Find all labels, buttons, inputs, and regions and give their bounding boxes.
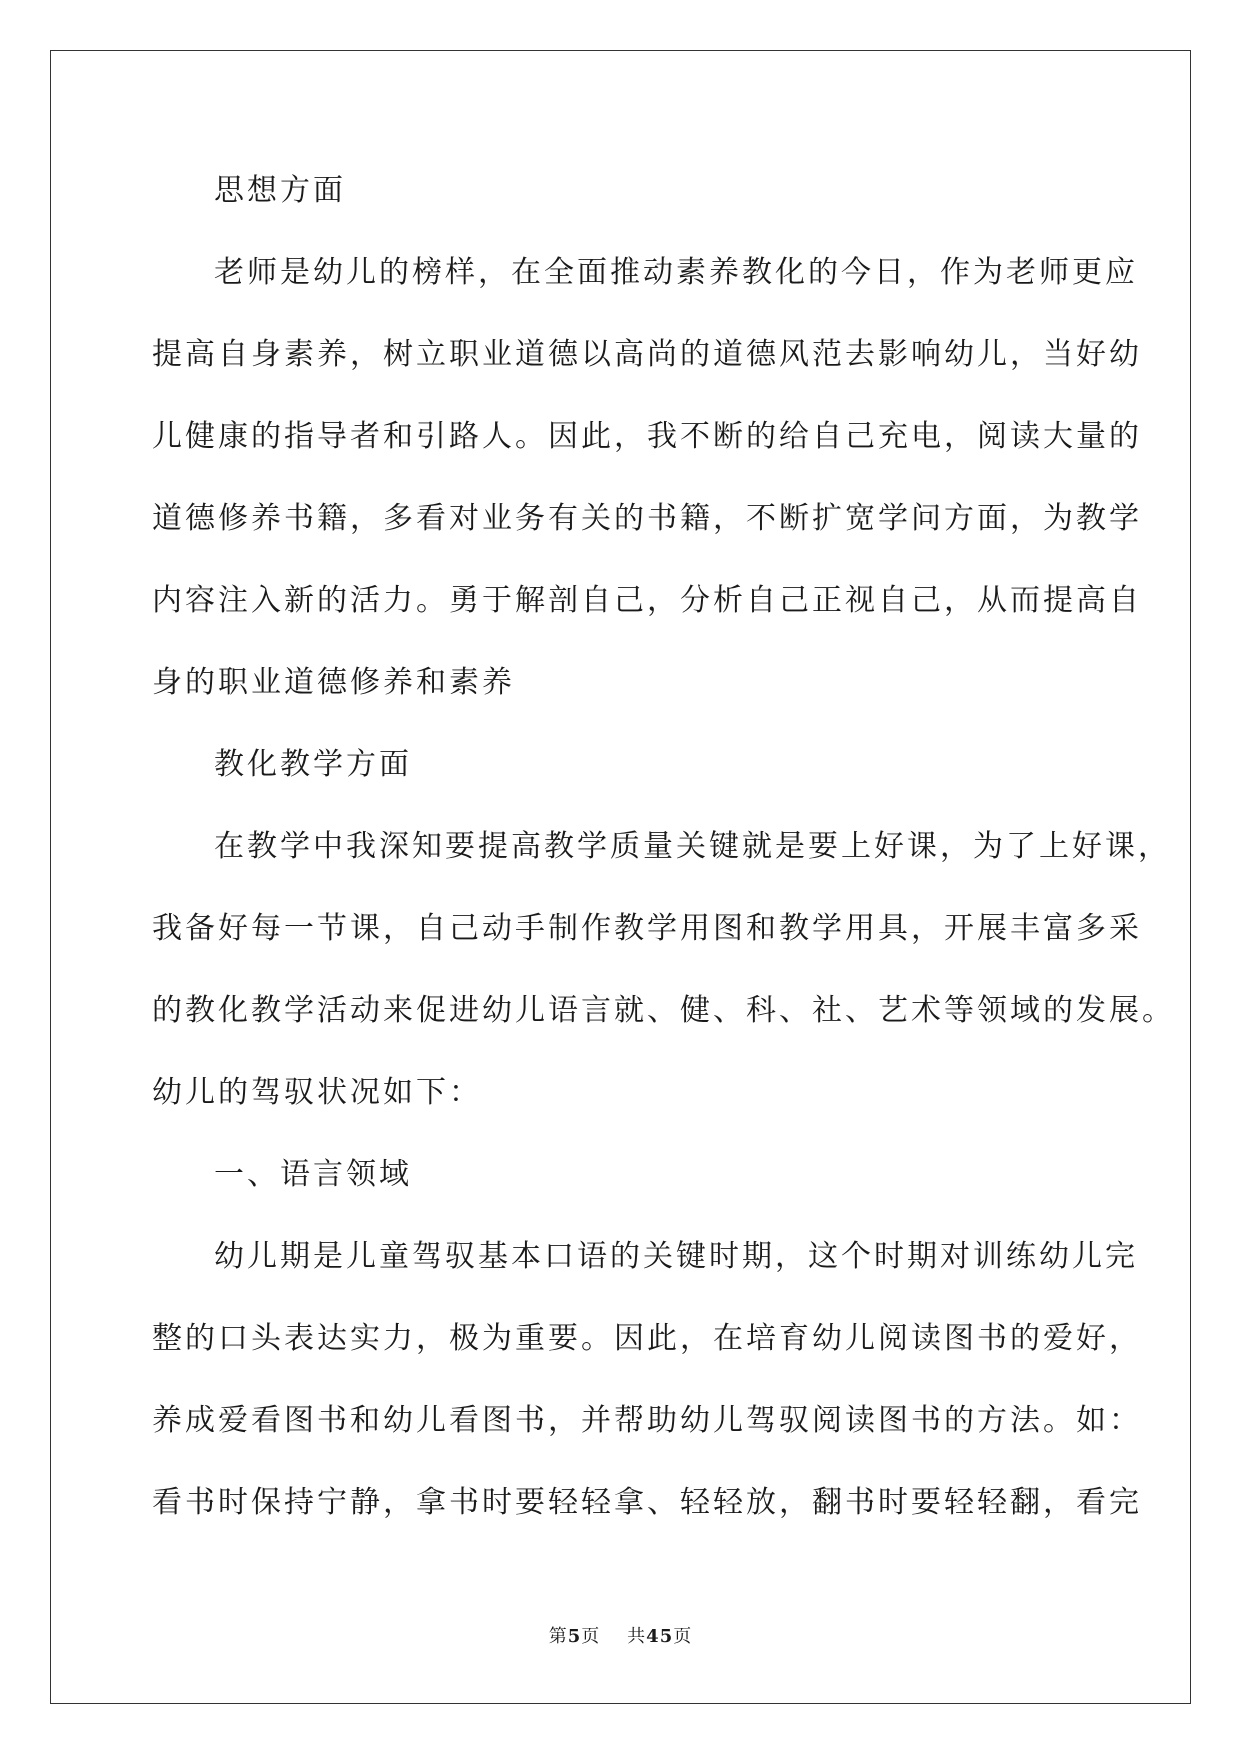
total-prefix: 共 <box>627 1626 647 1647</box>
document-body <box>152 166 1175 1560</box>
total-page-count: 45 <box>646 1626 674 1647</box>
paragraph-line: 提高自身素养，树立职业道德以高尚的道德风范去影响幼儿，当好幼 <box>152 337 1142 372</box>
paragraph-line: 我备好每一节课，自己动手制作教学用图和教学用具，开展丰富多采 <box>152 911 1142 946</box>
section-heading: 思想方面 <box>214 173 346 208</box>
paragraph-line: 身的职业道德修养和素养 <box>152 665 515 700</box>
section-heading: 教化教学方面 <box>214 747 412 782</box>
current-page-number: 5 <box>567 1626 582 1647</box>
paragraph-line: 内容注入新的活力。勇于解剖自己，分析自己正视自己，从而提高自 <box>152 583 1142 618</box>
paragraph-line: 幼儿期是儿童驾驭基本口语的关键时期，这个时期对训练幼儿完 <box>214 1239 1138 1274</box>
paragraph-line: 的教化教学活动来促进幼儿语言就、健、科、社、艺术等领域的发展。 <box>152 993 1175 1028</box>
page-footer <box>0 1622 1241 1648</box>
paragraph-line: 儿健康的指导者和引路人。因此，我不断的给自己充电，阅读大量的 <box>152 419 1142 454</box>
total-suffix: 页 <box>673 1626 693 1647</box>
paragraph-line: 在教学中我深知要提高教学质量关键就是要上好课，为了上好课， <box>214 829 1171 864</box>
section-heading: 一、语言领域 <box>214 1157 412 1192</box>
paragraph-line: 整的口头表达实力，极为重要。因此，在培育幼儿阅读图书的爱好， <box>152 1321 1142 1356</box>
paragraph-line: 道德修养书籍，多看对业务有关的书籍，不断扩宽学问方面，为教学 <box>152 501 1142 536</box>
paragraph-line: 养成爱看图书和幼儿看图书，并帮助幼儿驾驭阅读图书的方法。如： <box>152 1403 1142 1438</box>
paragraph-line: 老师是幼儿的榜样，在全面推动素养教化的今日，作为老师更应 <box>214 255 1138 290</box>
paragraph-line: 看书时保持宁静，拿书时要轻轻拿、轻轻放，翻书时要轻轻翻，看完 <box>152 1485 1142 1520</box>
page-prefix: 第 <box>548 1626 568 1647</box>
paragraph-line: 幼儿的驾驭状况如下： <box>152 1075 482 1110</box>
page-suffix: 页 <box>581 1626 601 1647</box>
